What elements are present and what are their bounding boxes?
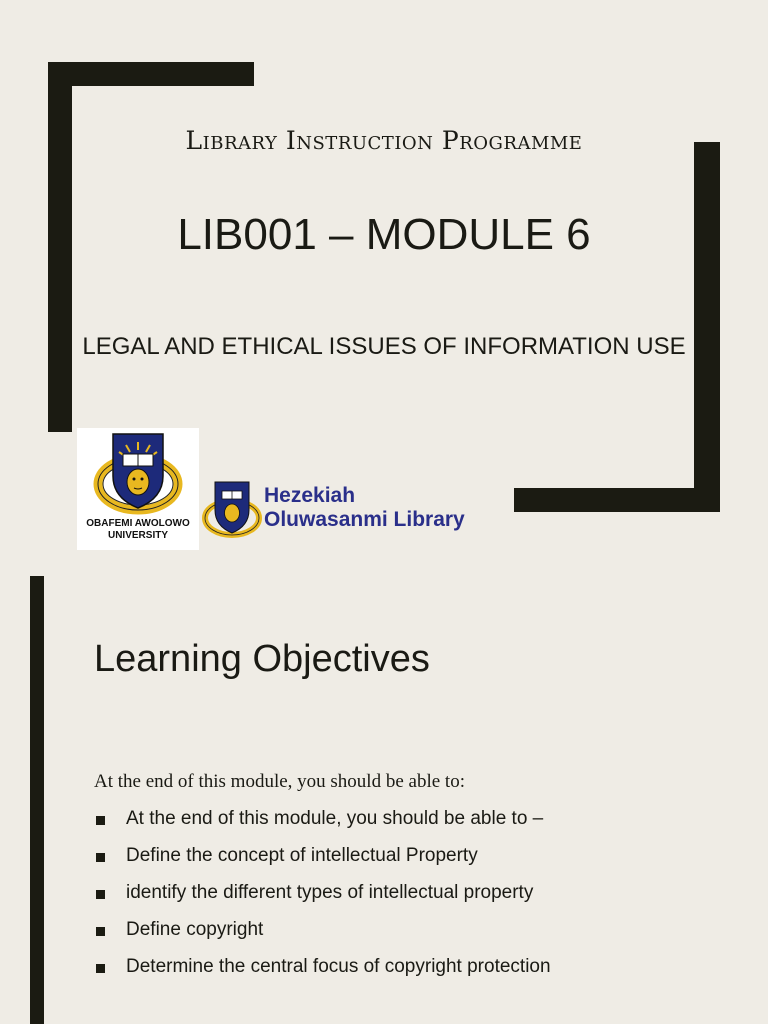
square-bullet-icon bbox=[96, 853, 105, 862]
objective-text: identify the different types of intellectual property bbox=[126, 882, 534, 903]
list-item bbox=[94, 808, 551, 845]
oau-logo bbox=[77, 428, 199, 550]
objective-text: At the end of this module, you should be able to – bbox=[126, 808, 544, 829]
square-bullet-icon bbox=[96, 927, 105, 936]
list-item bbox=[94, 919, 551, 956]
module-subtitle: LEGAL AND ETHICAL ISSUES OF INFORMATION USE bbox=[82, 333, 686, 360]
frame-bar-bottom-right bbox=[514, 488, 720, 512]
square-bullet-icon bbox=[96, 964, 105, 973]
module-title: LIB001 – MODULE 6 bbox=[177, 210, 591, 259]
list-item bbox=[94, 882, 551, 919]
square-bullet-icon bbox=[96, 890, 105, 899]
list-item bbox=[94, 956, 551, 993]
frame-bar-right bbox=[694, 142, 720, 512]
objectives-list bbox=[94, 808, 551, 993]
objective-text: Define copyright bbox=[126, 919, 264, 940]
oau-name bbox=[77, 518, 199, 542]
section-heading: Learning Objectives bbox=[94, 638, 430, 680]
library-crest-icon bbox=[202, 480, 262, 540]
list-item bbox=[94, 845, 551, 882]
objective-text: Define the concept of intellectual Property bbox=[126, 845, 478, 866]
square-bullet-icon bbox=[96, 816, 105, 825]
library-name-line1: Hezekiah bbox=[264, 484, 356, 507]
slide2-accent-bar bbox=[30, 576, 44, 1024]
oau-crest-icon bbox=[93, 432, 183, 518]
objectives-intro: At the end of this module, you should be able to: bbox=[94, 771, 465, 792]
library-name-line2: Oluwasanmi Library bbox=[264, 508, 465, 531]
oau-name-line2: UNIVERSITY bbox=[107, 530, 168, 541]
frame-bar-top-left bbox=[48, 62, 254, 86]
library-logo bbox=[202, 480, 502, 540]
programme-title: Library Instruction Programme bbox=[185, 126, 583, 155]
objective-text: Determine the central focus of copyright protection bbox=[126, 956, 551, 977]
oau-name-line1: OBAFEMI AWOLOWO bbox=[86, 518, 190, 529]
